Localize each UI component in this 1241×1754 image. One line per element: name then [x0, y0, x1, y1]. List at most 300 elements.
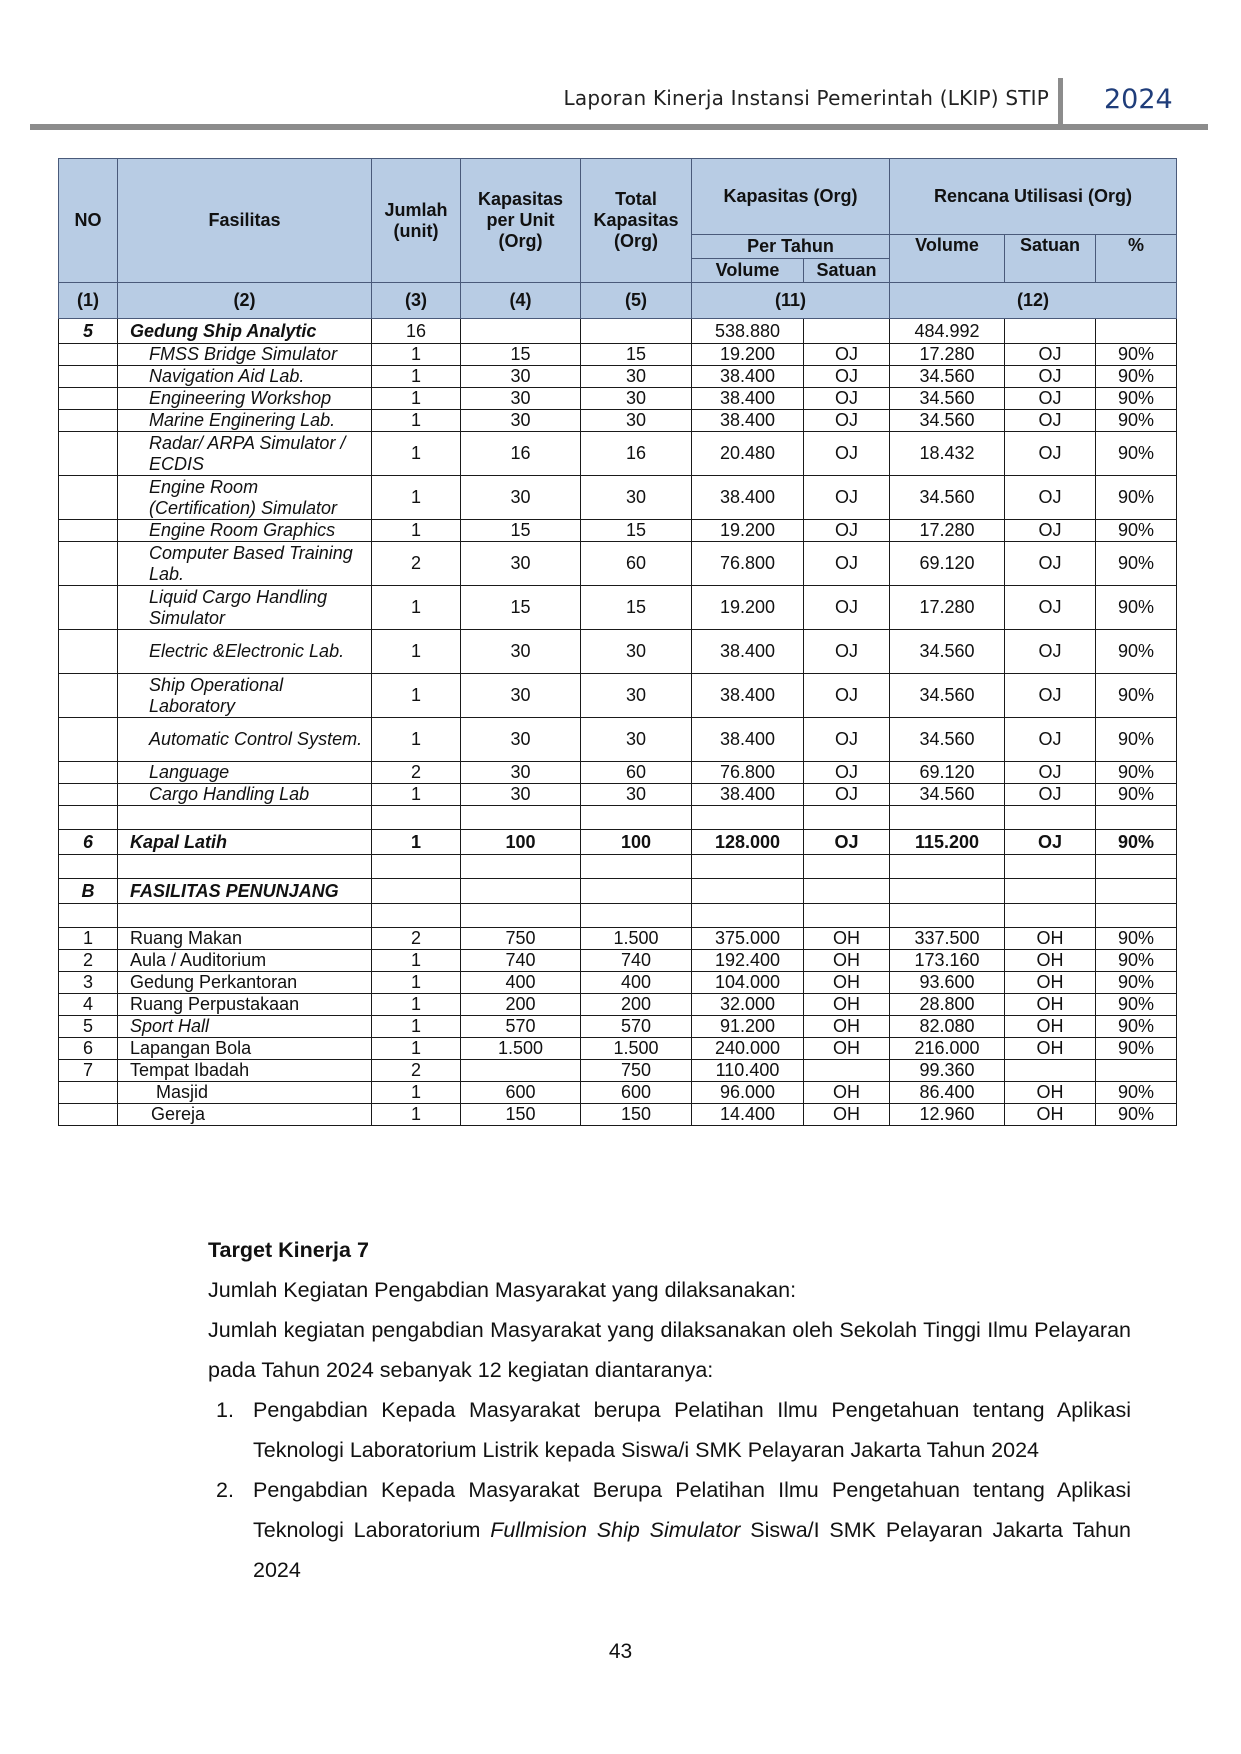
colnum-3: (3) [372, 283, 461, 319]
header-rule [30, 124, 1208, 130]
cell-fasilitas: Sport Hall [118, 1016, 372, 1038]
cell-rencana-satuan: OH [1005, 1016, 1096, 1038]
cell-no: 4 [59, 994, 118, 1016]
cell-rencana-satuan: OJ [1005, 520, 1096, 542]
cell-jumlah: 1 [372, 1016, 461, 1038]
cell-rencana-satuan: OJ [1005, 542, 1096, 586]
cell-percent: 90% [1096, 972, 1177, 994]
col-rencana-header: Rencana Utilisasi (Org) [890, 159, 1177, 235]
list-item [208, 1390, 1131, 1470]
cell-percent: 90% [1096, 366, 1177, 388]
cell-total-kapasitas: 570 [581, 1016, 692, 1038]
cell-rencana-volume: 337.500 [890, 928, 1005, 950]
cell-volume: 240.000 [692, 1038, 804, 1060]
cell-percent: 90% [1096, 586, 1177, 630]
cell-total-kapasitas: 15 [581, 344, 692, 366]
blank-row [59, 855, 1177, 879]
table-row [59, 388, 1177, 410]
cell-volume: 104.000 [692, 972, 804, 994]
cell-fasilitas: Marine Enginering Lab. [118, 410, 372, 432]
cell-fasilitas: Ruang Perpustakaan [118, 994, 372, 1016]
col-total-kapasitas-header: Total Kapasitas (Org) [581, 159, 692, 283]
cell-volume: 20.480 [692, 432, 804, 476]
cell-no [59, 542, 118, 586]
cell-percent: 90% [1096, 1038, 1177, 1060]
cell-kapasitas-unit: 30 [461, 762, 581, 784]
cell-kapasitas-unit: 30 [461, 410, 581, 432]
cell-jumlah: 1 [372, 1082, 461, 1104]
cell-fasilitas: Engineering Workshop [118, 388, 372, 410]
cell-volume: 192.400 [692, 950, 804, 972]
cell-percent: 90% [1096, 476, 1177, 520]
cell-rencana-volume: 34.560 [890, 674, 1005, 718]
table-row [59, 344, 1177, 366]
col-kapasitas-header: Kapasitas (Org) [692, 159, 890, 235]
target-paragraph: Jumlah kegiatan pengabdian Masyarakat yang dilaksanakan oleh Sekolah Tinggi Ilmu Pelayaran pada Tahun 2024 sebanyak 12 kegiatan diantaranya: [208, 1318, 1131, 1382]
cell-kapasitas-unit: 15 [461, 344, 581, 366]
column-number-row [59, 283, 1177, 319]
blank-row [59, 904, 1177, 928]
cell-satuan: OJ [804, 432, 890, 476]
section-rvolume: 484.992 [890, 319, 1005, 344]
list-item [208, 1470, 1131, 1590]
cell-fasilitas: Engine Room (Certification) Simulator [118, 476, 372, 520]
cell-kapasitas-unit: 15 [461, 520, 581, 542]
cell-rencana-volume: 69.120 [890, 542, 1005, 586]
cell-rencana-volume: 17.280 [890, 586, 1005, 630]
cell-satuan: OH [804, 950, 890, 972]
cell-rencana-satuan: OJ [1005, 432, 1096, 476]
cell-percent: 90% [1096, 674, 1177, 718]
col-satuan-header: Satuan [804, 259, 890, 283]
table-row [59, 630, 1177, 674]
col-per-tahun-header: Per Tahun [692, 235, 890, 259]
cell-total-kapasitas: 15 [581, 520, 692, 542]
cell-satuan: OJ [804, 762, 890, 784]
cell-fasilitas: Gereja [118, 1104, 372, 1126]
cell-rencana-volume: 82.080 [890, 1016, 1005, 1038]
table-row [59, 994, 1177, 1016]
cell-fasilitas: Gedung Perkantoran [118, 972, 372, 994]
cell-no [59, 630, 118, 674]
cell-satuan [804, 1060, 890, 1082]
cell-total-kapasitas: 400 [581, 972, 692, 994]
cell-percent: 90% [1096, 344, 1177, 366]
cell-rencana-volume: 216.000 [890, 1038, 1005, 1060]
cell-no [59, 366, 118, 388]
cell-no [59, 718, 118, 762]
cell-jumlah: 1 [372, 432, 461, 476]
cell-rencana-volume: 86.400 [890, 1082, 1005, 1104]
table-row [59, 476, 1177, 520]
cell-satuan: OJ [804, 542, 890, 586]
cell-rencana-satuan: OH [1005, 1038, 1096, 1060]
cell-satuan: OJ [804, 586, 890, 630]
section-row [59, 319, 1177, 344]
cell-fasilitas: Tempat Ibadah [118, 1060, 372, 1082]
cell-kapasitas-unit [461, 1060, 581, 1082]
cell-jumlah: 1 [372, 950, 461, 972]
cell-no [59, 344, 118, 366]
cell-percent: 90% [1096, 1016, 1177, 1038]
cell-no: 7 [59, 1060, 118, 1082]
cell-no [59, 410, 118, 432]
cell-volume: 375.000 [692, 928, 804, 950]
cell-rencana-volume: 34.560 [890, 388, 1005, 410]
list-text: Pengabdian Kepada Masyarakat berupa Pelatihan Ilmu Pengetahuan tentang Aplikasi Teknologi Laboratorium Listrik kepada Siswa/i SMK Pelayaran Jakarta Tahun 2024 [253, 1398, 1131, 1462]
cell-satuan: OH [804, 1082, 890, 1104]
cell-rencana-volume: 34.560 [890, 366, 1005, 388]
cell-jumlah: 2 [372, 928, 461, 950]
cell-rencana-satuan: OH [1005, 994, 1096, 1016]
cell-total-kapasitas: 30 [581, 784, 692, 806]
cell-satuan: OJ [804, 388, 890, 410]
cell-no [59, 674, 118, 718]
cell-volume: 14.400 [692, 1104, 804, 1126]
cell-percent: 90% [1096, 994, 1177, 1016]
col-fasilitas-header: Fasilitas [118, 159, 372, 283]
cell-volume: 38.400 [692, 630, 804, 674]
cell-volume: 19.200 [692, 344, 804, 366]
cell-kapasitas-unit: 600 [461, 1082, 581, 1104]
cell-rencana-satuan: OJ [1005, 476, 1096, 520]
cell-fasilitas: Masjid [118, 1082, 372, 1104]
cell-kapasitas-unit: 30 [461, 542, 581, 586]
table-row [59, 432, 1177, 476]
cell-percent: 90% [1096, 542, 1177, 586]
cell-kapasitas-unit: 150 [461, 1104, 581, 1126]
cell-kapasitas-unit: 16 [461, 432, 581, 476]
cell-percent [1096, 1060, 1177, 1082]
cell-jumlah: 1 [372, 1104, 461, 1126]
cell-volume: 19.200 [692, 586, 804, 630]
list-text-emphasis: Fullmision Ship Simulator [490, 1518, 741, 1542]
cell-jumlah: 1 [372, 520, 461, 542]
cell-rencana-satuan: OJ [1005, 366, 1096, 388]
cell-volume: 38.400 [692, 784, 804, 806]
col-rvolume-header: Volume [890, 235, 1005, 283]
table-row [59, 520, 1177, 542]
cell-total-kapasitas: 30 [581, 410, 692, 432]
cell-kapasitas-unit: 570 [461, 1016, 581, 1038]
cell-fasilitas: Cargo Handling Lab [118, 784, 372, 806]
cell-rencana-volume: 93.600 [890, 972, 1005, 994]
cell-percent: 90% [1096, 1082, 1177, 1104]
cell-rencana-satuan [1005, 1060, 1096, 1082]
cell-rencana-volume: 28.800 [890, 994, 1005, 1016]
cell-satuan: OJ [804, 476, 890, 520]
cell-total-kapasitas: 30 [581, 630, 692, 674]
cell-kapasitas-unit: 30 [461, 784, 581, 806]
cell-total-kapasitas: 30 [581, 674, 692, 718]
cell-total-kapasitas: 740 [581, 950, 692, 972]
cell-fasilitas: Automatic Control System. [118, 718, 372, 762]
cell-rencana-satuan: OH [1005, 928, 1096, 950]
cell-kapasitas-unit: 30 [461, 366, 581, 388]
cell-jumlah: 1 [372, 674, 461, 718]
table-row [59, 784, 1177, 806]
cell-volume: 38.400 [692, 718, 804, 762]
table-row [59, 586, 1177, 630]
cell-percent: 90% [1096, 950, 1177, 972]
target-title: Target Kinerja 7 [208, 1238, 369, 1262]
cell-rencana-satuan: OJ [1005, 586, 1096, 630]
cell-satuan: OH [804, 1104, 890, 1126]
colnum-1: (1) [59, 283, 118, 319]
cell-satuan: OH [804, 1016, 890, 1038]
cell-no [59, 388, 118, 410]
cell-fasilitas: Ruang Makan [118, 928, 372, 950]
cell-no [59, 520, 118, 542]
colnum-4: (4) [461, 283, 581, 319]
cell-fasilitas: FMSS Bridge Simulator [118, 344, 372, 366]
col-no-header: NO [59, 159, 118, 283]
cell-volume: 32.000 [692, 994, 804, 1016]
cell-jumlah: 1 [372, 1038, 461, 1060]
cell-volume: 38.400 [692, 476, 804, 520]
cell-jumlah: 1 [372, 972, 461, 994]
cell-rencana-volume: 69.120 [890, 762, 1005, 784]
cell-volume: 38.400 [692, 410, 804, 432]
cell-fasilitas: Liquid Cargo Handling Simulator [118, 586, 372, 630]
cell-kapasitas-unit: 400 [461, 972, 581, 994]
cell-total-kapasitas: 600 [581, 1082, 692, 1104]
cell-volume: 76.800 [692, 762, 804, 784]
col-kapasitas-unit-header: Kapasitas per Unit (Org) [461, 159, 581, 283]
cell-volume: 38.400 [692, 674, 804, 718]
cell-total-kapasitas: 1.500 [581, 928, 692, 950]
list-text: Siswa/I SMK Pelayaran Jakarta Tahun 2024 [253, 1518, 1132, 1582]
cell-satuan: OH [804, 994, 890, 1016]
cell-rencana-satuan: OJ [1005, 630, 1096, 674]
cell-volume: 38.400 [692, 388, 804, 410]
cell-fasilitas: Navigation Aid Lab. [118, 366, 372, 388]
cell-kapasitas-unit: 740 [461, 950, 581, 972]
cell-kapasitas-unit: 1.500 [461, 1038, 581, 1060]
cell-rencana-satuan: OH [1005, 972, 1096, 994]
cell-percent: 90% [1096, 410, 1177, 432]
cell-volume: 110.400 [692, 1060, 804, 1082]
cell-rencana-satuan: OJ [1005, 784, 1096, 806]
cell-total-kapasitas: 16 [581, 432, 692, 476]
cell-total-kapasitas: 200 [581, 994, 692, 1016]
cell-volume: 19.200 [692, 520, 804, 542]
cell-rencana-volume: 34.560 [890, 630, 1005, 674]
cell-volume: 76.800 [692, 542, 804, 586]
cell-total-kapasitas: 30 [581, 388, 692, 410]
cell-fasilitas: Lapangan Bola [118, 1038, 372, 1060]
cell-total-kapasitas: 750 [581, 1060, 692, 1082]
cell-percent: 90% [1096, 784, 1177, 806]
cell-kapasitas-unit: 30 [461, 630, 581, 674]
list-number: 2. [216, 1478, 234, 1502]
cell-fasilitas: Electric &Electronic Lab. [118, 630, 372, 674]
cell-kapasitas-unit: 30 [461, 718, 581, 762]
cell-no: 5 [59, 1016, 118, 1038]
cell-jumlah: 2 [372, 1060, 461, 1082]
cell-satuan: OJ [804, 366, 890, 388]
cell-jumlah: 1 [372, 630, 461, 674]
table-row: 6 Kapal Latih 1 100 100 128.000 OJ 115.200 OJ 90% [59, 830, 1177, 855]
cell-satuan: OH [804, 1038, 890, 1060]
table-row [59, 674, 1177, 718]
cell-total-kapasitas: 150 [581, 1104, 692, 1126]
cell-percent: 90% [1096, 928, 1177, 950]
cell-percent: 90% [1096, 432, 1177, 476]
table-row [59, 1016, 1177, 1038]
report-title: Laporan Kinerja Instansi Pemerintah (LKIP) STIP [563, 86, 1049, 110]
cell-percent: 90% [1096, 718, 1177, 762]
cell-satuan: OH [804, 972, 890, 994]
report-year: 2024 [1104, 84, 1173, 115]
table-row [59, 972, 1177, 994]
cell-jumlah: 1 [372, 994, 461, 1016]
cell-total-kapasitas: 15 [581, 586, 692, 630]
table-row [59, 950, 1177, 972]
table-row [59, 1082, 1177, 1104]
table-row [59, 366, 1177, 388]
cell-rencana-satuan: OJ [1005, 718, 1096, 762]
cell-fasilitas: Language [118, 762, 372, 784]
cell-jumlah: 1 [372, 344, 461, 366]
cell-satuan: OJ [804, 718, 890, 762]
cell-jumlah: 1 [372, 366, 461, 388]
cell-rencana-volume: 18.432 [890, 432, 1005, 476]
col-volume-header: Volume [692, 259, 804, 283]
cell-kapasitas-unit: 15 [461, 586, 581, 630]
cell-jumlah: 1 [372, 388, 461, 410]
cell-volume: 38.400 [692, 366, 804, 388]
cell-rencana-satuan: OH [1005, 1082, 1096, 1104]
cell-rencana-volume: 34.560 [890, 784, 1005, 806]
table-row [59, 718, 1177, 762]
cell-rencana-volume: 12.960 [890, 1104, 1005, 1126]
cell-jumlah: 2 [372, 762, 461, 784]
cell-rencana-satuan: OJ [1005, 344, 1096, 366]
cell-satuan: OJ [804, 630, 890, 674]
cell-rencana-volume: 17.280 [890, 344, 1005, 366]
cell-fasilitas: Aula / Auditorium [118, 950, 372, 972]
cell-jumlah: 2 [372, 542, 461, 586]
table-header [59, 159, 1177, 319]
colnum-5: (5) [581, 283, 692, 319]
cell-total-kapasitas: 30 [581, 718, 692, 762]
cell-jumlah: 1 [372, 718, 461, 762]
list-number: 1. [216, 1398, 234, 1422]
section-name: Gedung Ship Analytic [118, 319, 372, 344]
cell-fasilitas: Engine Room Graphics [118, 520, 372, 542]
cell-rencana-satuan: OH [1005, 1104, 1096, 1126]
cell-satuan: OJ [804, 674, 890, 718]
col-pct-header: % [1096, 235, 1177, 283]
cell-percent: 90% [1096, 520, 1177, 542]
cell-rencana-satuan: OJ [1005, 762, 1096, 784]
table-row [59, 928, 1177, 950]
cell-fasilitas: Ship Operational Laboratory [118, 674, 372, 718]
cell-percent: 90% [1096, 630, 1177, 674]
cell-rencana-volume: 99.360 [890, 1060, 1005, 1082]
cell-total-kapasitas: 30 [581, 366, 692, 388]
cell-rencana-volume: 173.160 [890, 950, 1005, 972]
cell-kapasitas-unit: 750 [461, 928, 581, 950]
cell-jumlah: 1 [372, 586, 461, 630]
colnum-11: (11) [692, 283, 890, 319]
facilities-table [58, 158, 1177, 1126]
cell-rencana-volume: 17.280 [890, 520, 1005, 542]
cell-volume: 91.200 [692, 1016, 804, 1038]
cell-jumlah: 1 [372, 476, 461, 520]
activity-list [208, 1390, 1131, 1590]
header-divider [1058, 78, 1063, 128]
cell-fasilitas: Radar/ ARPA Simulator / ECDIS [118, 432, 372, 476]
cell-satuan: OJ [804, 410, 890, 432]
cell-total-kapasitas: 60 [581, 542, 692, 586]
cell-total-kapasitas: 30 [581, 476, 692, 520]
table-row [59, 1104, 1177, 1126]
section-no: 5 [59, 319, 118, 344]
section-jumlah: 16 [372, 319, 461, 344]
target-kinerja-section [208, 1230, 1131, 1590]
cell-fasilitas: Computer Based Training Lab. [118, 542, 372, 586]
cell-rencana-satuan: OH [1005, 950, 1096, 972]
cell-percent: 90% [1096, 1104, 1177, 1126]
cell-satuan: OJ [804, 784, 890, 806]
table-row [59, 1060, 1177, 1082]
cell-rencana-volume: 34.560 [890, 410, 1005, 432]
cell-rencana-volume: 34.560 [890, 718, 1005, 762]
cell-no [59, 476, 118, 520]
cell-rencana-volume: 34.560 [890, 476, 1005, 520]
table-row [59, 1038, 1177, 1060]
cell-no: 1 [59, 928, 118, 950]
cell-volume: 96.000 [692, 1082, 804, 1104]
cell-kapasitas-unit: 30 [461, 388, 581, 410]
table-row [59, 542, 1177, 586]
cell-jumlah: 1 [372, 410, 461, 432]
cell-rencana-satuan: OJ [1005, 674, 1096, 718]
colnum-12: (12) [890, 283, 1177, 319]
colnum-2: (2) [118, 283, 372, 319]
cell-no [59, 1104, 118, 1126]
cell-kapasitas-unit: 30 [461, 674, 581, 718]
target-subtitle: Jumlah Kegiatan Pengabdian Masyarakat yang dilaksanakan: [208, 1278, 797, 1302]
section-row: B FASILITAS PENUNJANG [59, 879, 1177, 904]
cell-jumlah: 1 [372, 784, 461, 806]
cell-no [59, 762, 118, 784]
cell-rencana-satuan: OJ [1005, 410, 1096, 432]
cell-total-kapasitas: 1.500 [581, 1038, 692, 1060]
cell-no: 6 [59, 1038, 118, 1060]
cell-no [59, 432, 118, 476]
cell-total-kapasitas: 60 [581, 762, 692, 784]
cell-no [59, 586, 118, 630]
cell-satuan: OJ [804, 520, 890, 542]
cell-satuan: OH [804, 928, 890, 950]
cell-no: 3 [59, 972, 118, 994]
cell-percent: 90% [1096, 388, 1177, 410]
cell-rencana-satuan: OJ [1005, 388, 1096, 410]
cell-percent: 90% [1096, 762, 1177, 784]
list-text: Pengabdian Kepada Masyarakat Berupa Pelatihan Ilmu Pengetahuan tentang Aplikasi Teknologi Laboratorium [253, 1478, 1131, 1542]
cell-kapasitas-unit: 30 [461, 476, 581, 520]
table-row [59, 762, 1177, 784]
col-jumlah-header: Jumlah (unit) [372, 159, 461, 283]
page-number: 43 [608, 1640, 633, 1663]
cell-no: 2 [59, 950, 118, 972]
section-volume: 538.880 [692, 319, 804, 344]
cell-kapasitas-unit: 200 [461, 994, 581, 1016]
blank-row [59, 806, 1177, 830]
